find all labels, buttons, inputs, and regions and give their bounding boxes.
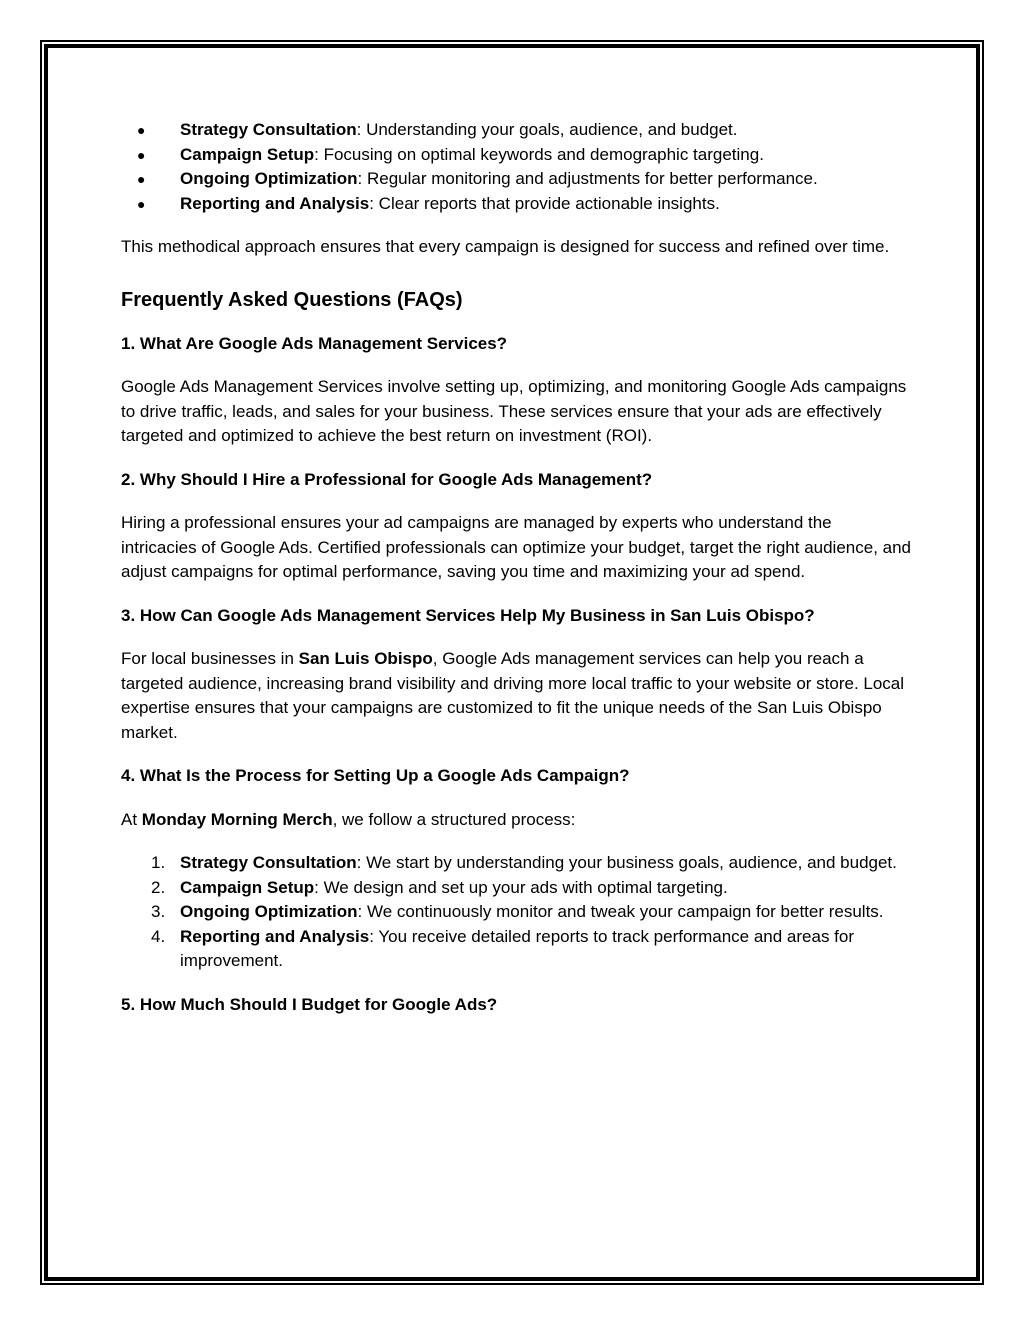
- list-number: 1.: [151, 853, 166, 872]
- list-item-term: Strategy Consultation: [180, 853, 357, 872]
- approach-paragraph: This methodical approach ensures that every campaign is designed for success and refined over time.: [121, 237, 890, 256]
- list-item: [121, 118, 911, 143]
- answer-text: At: [121, 809, 142, 829]
- faq-answer-1: Google Ads Management Services involve setting up, optimizing, and monitoring Google Ads campaigns to drive traffic, leads, and sales for your business. These services ensure that your ads are effectively targeted and optimized to achieve the best return on investment (ROI).: [121, 377, 907, 445]
- location-name: San Luis Obispo: [298, 649, 433, 668]
- list-item-term: Reporting and Analysis: [180, 926, 370, 946]
- list-item-desc: : You receive detailed reports to track performance and areas for improvement.: [180, 926, 855, 970]
- list-number: 2.: [151, 877, 166, 897]
- list-item: [121, 192, 911, 217]
- list-item-term: Strategy Consultation: [180, 120, 357, 139]
- faq-question-5: 5. How Much Should I Budget for Google Ads?: [121, 994, 498, 1014]
- list-number: 4.: [151, 926, 166, 946]
- list-item: [121, 143, 911, 168]
- list-item-term: Reporting and Analysis: [180, 193, 370, 213]
- list-item-term: Campaign Setup: [180, 144, 315, 164]
- company-name: Monday Morning Merch: [141, 809, 333, 829]
- list-item-desc: : Clear reports that provide actionable insights.: [369, 193, 720, 213]
- faq-answer-4: [121, 808, 911, 833]
- faq-question-3: 3. How Can Google Ads Management Services Help My Business in San Luis Obispo?: [121, 605, 815, 625]
- list-item: [121, 876, 911, 901]
- list-item: [121, 900, 911, 925]
- list-item-term: Campaign Setup: [180, 877, 315, 897]
- list-item-desc: : We design and set up your ads with optimal targeting.: [314, 877, 728, 897]
- list-item-desc: : We start by understanding your business goals, audience, and budget.: [356, 853, 897, 872]
- list-item: [121, 925, 911, 974]
- list-item: [121, 851, 911, 876]
- document-content: [121, 118, 911, 1017]
- list-item-desc: : We continuously monitor and tweak your campaign for better results.: [357, 902, 884, 921]
- faq-question-4: 4. What Is the Process for Setting Up a Google Ads Campaign?: [121, 766, 630, 785]
- list-item-desc: : Understanding your goals, audience, and budget.: [356, 120, 738, 139]
- list-item-desc: : Regular monitoring and adjustments for better performance.: [357, 169, 818, 188]
- answer-text: , we follow a structured process:: [332, 809, 576, 829]
- list-item: [121, 167, 911, 192]
- list-item-desc: : Focusing on optimal keywords and demographic targeting.: [314, 144, 764, 164]
- faq-question-1: 1. What Are Google Ads Management Services?: [121, 333, 508, 353]
- bullet-icon: ●: [137, 195, 146, 212]
- faq-heading: Frequently Asked Questions (FAQs): [121, 288, 463, 311]
- answer-text: , Google Ads management services can help you reach a targeted audience, increasing brand visibility and driving more local traffic to your website or store. Local expertise ensures that your campaigns are customized to fit the unique needs of the San Luis Obispo market.: [121, 649, 905, 742]
- process-bullet-list: [121, 118, 911, 216]
- bullet-icon: ●: [137, 171, 146, 187]
- answer-text: For local businesses in: [121, 649, 299, 668]
- bullet-icon: ●: [137, 146, 146, 163]
- list-item-term: Ongoing Optimization: [180, 902, 358, 921]
- faq-answer-2: Hiring a professional ensures your ad campaigns are managed by experts who understand the intricacies of Google Ads. Certified professionals can optimize your budget, target the right audience, and adjust campaigns for optimal performance, saving you time and maximizing your ad spend.: [121, 513, 912, 581]
- bullet-icon: ●: [137, 122, 146, 138]
- faq-answer-3: [121, 647, 911, 745]
- faq-question-2: 2. Why Should I Hire a Professional for Google Ads Management?: [121, 469, 653, 489]
- process-numbered-list: [121, 851, 911, 974]
- list-item-term: Ongoing Optimization: [180, 169, 358, 188]
- list-number: 3.: [151, 902, 166, 921]
